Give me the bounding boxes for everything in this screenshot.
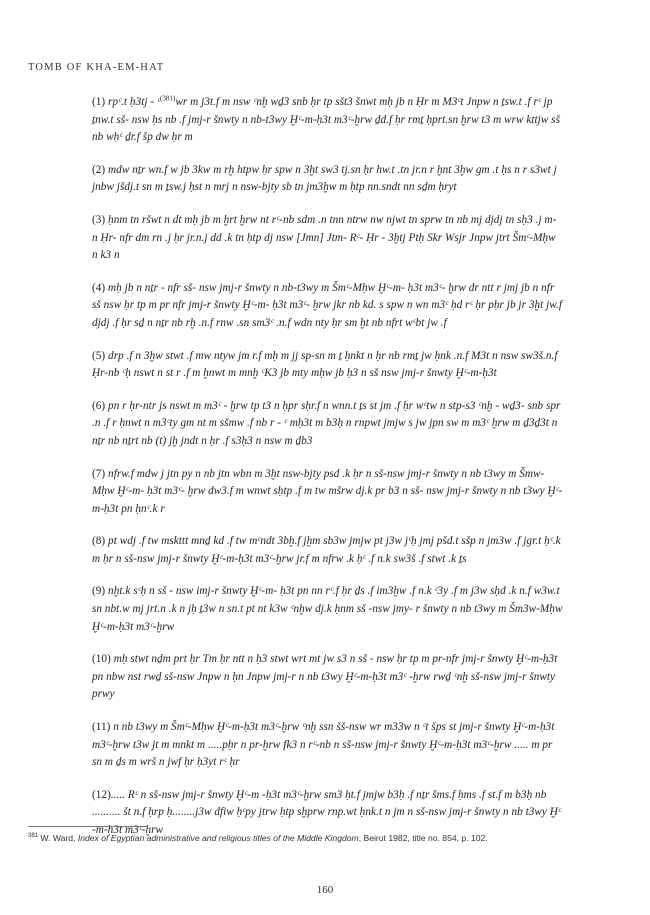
paragraph-2 [92, 162, 564, 197]
paragraph-6 [92, 398, 564, 451]
footnote-author: W. Ward, [38, 833, 78, 843]
paragraph-number: (11) [92, 721, 114, 734]
page-number: 160 [316, 884, 334, 896]
paragraph-number: (2) [92, 163, 109, 176]
footnote-number: 381 [28, 833, 39, 840]
paragraph-8 [92, 533, 564, 568]
paragraph-text: wr m j3t.f m nsw ᶜnḫ wḏ3 snb ḥr tp sšt3 šnwt mḥ jb n Ḥr m M3ᶜt Jnpw n ṯsw.t .f rᶜ jp ṯnw.t sš- nsw ḥs nb .f jmj-r šnwty n nb-t3wy Ḫᶜ-m-ḥ3t m3ᶜ-ḫrw ḏd.f ḥr rmṯ ḥprt.sn ḫrw t3 m wrw kttjw sš nb wḥᶜ ḏr.f šp dw ḥr m [92, 96, 560, 144]
footnote [28, 833, 618, 843]
paragraph-text: nḫt.k sᶜḥ n sš - nsw imj-r šnwty Ḫᶜ-m- ḥ3t pn nn rᶜ.f ḥr ḏs .f im3ḫw .f n.k ᶜ3y .f m j3w sḥd .k n.f w3w.t sn nbt.w mj jrt.n .k n jḥ ṯ3w n sn.t pt nt k3w ᶜnḫw dj.k ḥnm sš -nsw jmy- r šnwty n nb t3wy m Šm3w-Mḥw Ḫᶜ-m-ḥ3t m3ᶜ-ḫrw [92, 585, 563, 633]
paragraph-number: (12) [92, 788, 111, 801]
paragraph-text: nfrw.f mdw j jtn py n nb jtn wbn m 3ḫt nsw-bjty psd .k ḥr n sš-nsw jmj-r šnwty n nb t3wy m Šmw-Mḥw Ḫᶜ-m- ḥ3t m3ᶜ- ḫrw dw3.f m wnwt sḥtp .f m tw mšrw dj.k pr b3 n sš- nsw jmj-r šnwty n nb t3wy Ḫᶜ-m-ḥ3t pn ḥnᶜ.k r [92, 467, 563, 515]
paragraph-12 [92, 787, 564, 840]
paragraph-number: (7) [92, 467, 109, 480]
paragraph-text: ḥnm tn ršwt n dt mḥ jb m ḫrt ḫrw nt rᶜ-nb sdm .n tnn ntrw nw njwt tn sprw tn nb mj djdj tn sḥ3 .j m- n Ḥr- nfr dm rn .j ḥr jr.n.j dd .k tn ḥtp dj nsw [Jmn] Jtm- Rᶜ- Ḥr - 3ḫtj Ptḥ Skr Wsjr Jnpw jtrt Šmᶜ-Mḥw n k3 n [92, 213, 557, 262]
paragraph-1 [92, 94, 564, 147]
footnote-reference[interactable]: (381) [160, 94, 176, 103]
footnote-title: Index of Egyptian administrative and religious titles of the Middle Kingdom [77, 833, 359, 843]
footnote-citation: , Beirut 1982, title no. 854, p. 102. [358, 833, 488, 843]
paragraph-7 [92, 466, 564, 519]
paragraph-3 [92, 212, 564, 265]
paragraph-number: (9) [92, 585, 109, 598]
paragraph-text: pn r ḥr-ntr js nswt m m3ᶜ - ḫrw tp t3 n ḥpr sḥr.f n wnn.t ṯs st jm .f ḥr wᶜtw n stp-s3 ᶜnḫ - wḏ3- snb spr .n .f r ḥnwt n m3ᶜty gm nt m sšmw .f nb r - ᶜ mḥ3t m b3ḥ n rnpwt jmjw s jw jpn sw m m3ᶜ ḫrw m ḏ3ḏ3t n nṯr nb nṯrt nb (t) jḫ jndt n ḥr .f s3ḥ3 n nsw m ḏb3 [92, 399, 561, 447]
paragraph-9 [92, 583, 564, 636]
paragraph-number: (10) [92, 653, 114, 666]
paragraph-text: mḥ jb n nṯr - nfr sš- nsw jmj-r šnwty n nb-t3wy m Šmᶜ-Mḥw Ḫᶜ-m- ḥ3t m3ᶜ- ḫrw dr ntt r jmj jb n nfr sš nsw ḥr tp m pr nfr jmj-r šnwty Ḫᶜ-m- ḥ3t m3ᶜ- ḫrw jkr nb kd. s spw n wn m3ᶜ ḥd rᶜ ḥr pḥr jb jr 3ḫt jw.f djdj .f ḥr sḏ n nṯr nb rḫ .n.f rnw .sn sm3ᶜ .n.f wdn nty ḥr sm ḫt nb nfrt wᶜbt jw .f [92, 281, 562, 329]
paragraph-text: drp .f n 3ḫw stwt .f mw ntyw jm r.f mḥ m jj sp-sn m ṯ ḥnkt n ḥr nb rmṯ jw ḥnk .n.f M3t n nsw sw3š.n.f Ḥr-nb ᶜḥ nswt n st r .f m ḫnwt m mnḫ ᶜK3 jb mty mḥw jb ḥ3 n sš nsw jmj-r šnwty Ḫᶜ-m-ḥ3t [92, 349, 558, 380]
transliteration-body [92, 94, 564, 855]
paragraph-number: (6) [92, 399, 109, 412]
paragraph-text: ..... Rᶜ n sš-nsw jmj-r šnwty Ḫᶜ-m -ḥ3t m3ᶜ-ḫrw sm3 ḥt.f jmjw b3ḥ .f nṯr šms.f ḥms .f st.f m b3ḥ nb .......... št n.f ḥrp ḥ........j3w dfiw ḥᶜpy jtrw ḥtp sḫprw rnp.wt ḥnk.t n jm n sš-nsw jmj-r šnwty n nb t3wy Ḫᶜ -m-ḥ3t m3ᶜ-ḫrw [92, 788, 561, 836]
paragraph-number: (5) [92, 349, 109, 362]
paragraph-text: pt wdj .f tw mskttt mnḏ kd .f tw mᶜndt 3bḫ.f jḫm sb3w jmjw pt j3w jᶜḥ jmj pšd.t sšp n jm3w .f jgr.t ḥᶜ.k m ḥr n sš-nsw jmj-r šnwty Ḫᶜ-m-ḥ3t m3ᶜ-ḫrw jr.f m nfrw .k ḥᶜ .f n.k sw3š .f stwt .k ṯs [92, 535, 561, 565]
paragraph-text: n nb t3wy m Šmᶜ-Mḥw Ḫᶜ-m-ḥ3t m3ᶜ-ḫrw ᶜnḫ ssn šš-nsw wr m33w n ᶜt šps st jmj-r šnwty Ḫᶜ-m-ḥ3t m3ᶜ-ḫrw t3w jt m mnkt m .....pḥr n pr-ḫrw fk3 n rᶜ-nb n sš-nsw jmj-r šnwty Ḫᶜ-m-ḥ3t m3ᶜ-ḫrw ..... m pr sn m ḏs m wrš n jwf ḥr ḥ3yt rᶜ ḥr [92, 721, 555, 769]
paragraph-text: mḥ stwt nḏm prt ḥr Tm ḥr ntt n ḥ3 stwt wrt mt jw s3 n sš - nsw ḥr tp m pr-nfr jmj-r šnwty Ḫᶜ-m-ḥ3t pn nbw nst rwḏ sš-nsw Jnpw n ḥn Jnpw jmj-r n nb t3wy Ḫᶜ-m-ḥ3t m3ᶜ -ḫrw rwḏ ᶜnḫ sš-nsw jmj-r šnwty prwy [92, 653, 558, 701]
paragraph-number: (3) [92, 213, 109, 226]
paragraph-4 [92, 280, 564, 333]
paragraph-11 [92, 719, 564, 772]
paragraph-number: (4) [92, 281, 109, 294]
running-head: TOMB OF KHA-EM-HAT [28, 62, 165, 73]
paragraph-5 [92, 348, 564, 383]
paragraph-number: (1) [92, 96, 109, 108]
paragraph-lead: rpᶜ.t ḥ3tj - ᶜ [108, 96, 160, 108]
paragraph-text: mdw nṯr wn.f w jb 3kw m rḫ htpw ḥr spw n 3ḫt sw3 tj.sn ḥr hw.t .tn jr.n r ḫnt 3ḫw gm .t ḥs n r s3wt j jnbw jšdj.t sn m ṯsw.j ḥst n mrj n nsw-bjty sb tn jm3ḫw m ḥtp nn.sndt nn sḏm ḥryt [92, 163, 557, 194]
paragraph-number: (8) [92, 535, 109, 548]
paragraph-10 [92, 651, 564, 704]
footnote-divider [28, 826, 148, 827]
